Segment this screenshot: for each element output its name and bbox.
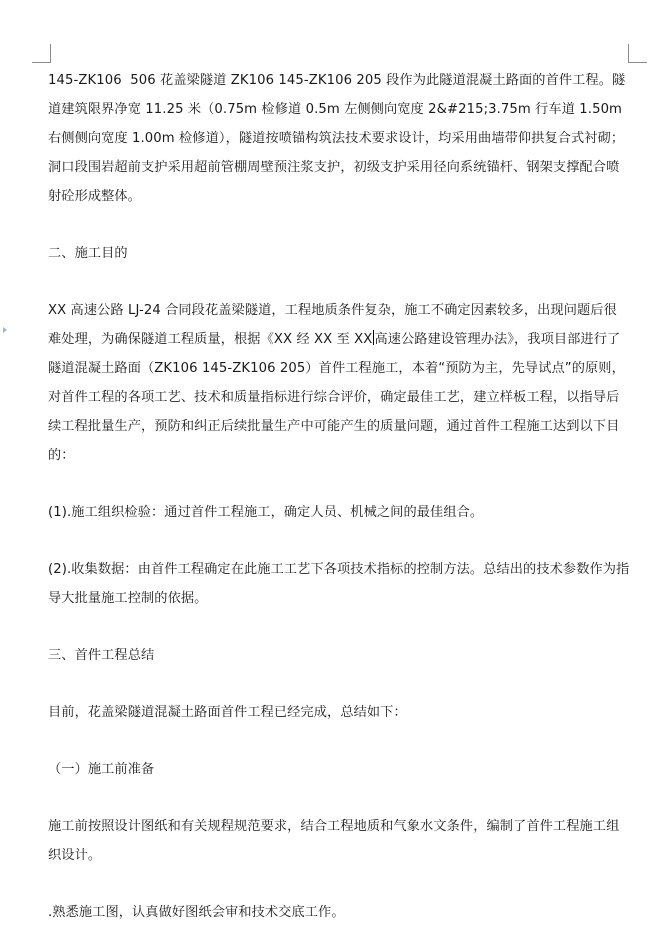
purpose-body-part-1: XX 高速公路 LJ-24 合同段花盖梁隧道，工程地质条件复杂，施工不确定因素较多，出现问题后很难处理，为确保隧道工程质量，根据《XX 经 XX 至 XX xyxy=(48,303,617,347)
purpose-body-part-2: 高速公路建设管理办法》，我项目部进行了隧道混凝土路面（ZK106 145-ZK106 205）首件工程施工，本着“预防为主，先导试点”的原则，对首件工程的各项工艺、技术和质量指标进行综合评价，确定最佳工艺，建立样板工程，以指导后续工程批量生产，预防和纠正后续批量生产中可能产生的质量问题，通过首件工程施工达到以下目的： xyxy=(48,332,625,463)
paragraph-item-2: (2).收集数据：由首件工程确定在此施工工艺下各项技术指标的控制方法。总结出的技术参数作为指导大批量施工控制的依据。 xyxy=(48,562,630,606)
top-left-corner-mark xyxy=(32,44,51,63)
paragraph-prep-body: 施工前按照设计图纸和有关规程规范要求，结合工程地质和气象水文条件，编制了首件工程施工组织设计。 xyxy=(48,819,620,863)
heading-pre-construction-prep: （一）施工前准备 xyxy=(48,762,155,777)
paragraph-project-intro: 145-ZK106 506 花盖梁隧道 ZK106 145-ZK106 205 段作为此隧道混凝土路面的首件工程。隧道建筑限界净宽 11.25 米（0.75m 检修道 0.5m 左侧侧向宽度 2&#215;3.75m 行车道 1.50m 右侧侧向宽度 1.00m 检修道），隧道按喷锚构筑法技术要求设计，均采用曲墙带仰拱复合式衬砌；洞口段围岩超前支护采用超前管棚周壁预注浆支护，初级支护采用径向系统锚杆、钢架支撑配合喷射砼形成整体。 xyxy=(48,73,627,204)
top-right-corner-mark xyxy=(628,44,647,63)
paragraph-marker-icon xyxy=(3,327,7,333)
paragraph-purpose-body xyxy=(48,296,630,470)
paragraph-summary-intro: 目前，花盖梁隧道混凝土路面首件工程已经完成，总结如下： xyxy=(48,705,407,720)
heading-construction-purpose: 二、施工目的 xyxy=(48,246,128,261)
heading-first-work-summary: 三、首件工程总结 xyxy=(48,648,155,663)
paragraph-drawing-review: .熟悉施工图，认真做好图纸会审和技术交底工作。 xyxy=(48,905,345,920)
document-body[interactable] xyxy=(48,66,630,927)
paragraph-item-1: (1).施工组织检验：通过首件工程施工，确定人员、机械之间的最佳组合。 xyxy=(48,505,484,520)
